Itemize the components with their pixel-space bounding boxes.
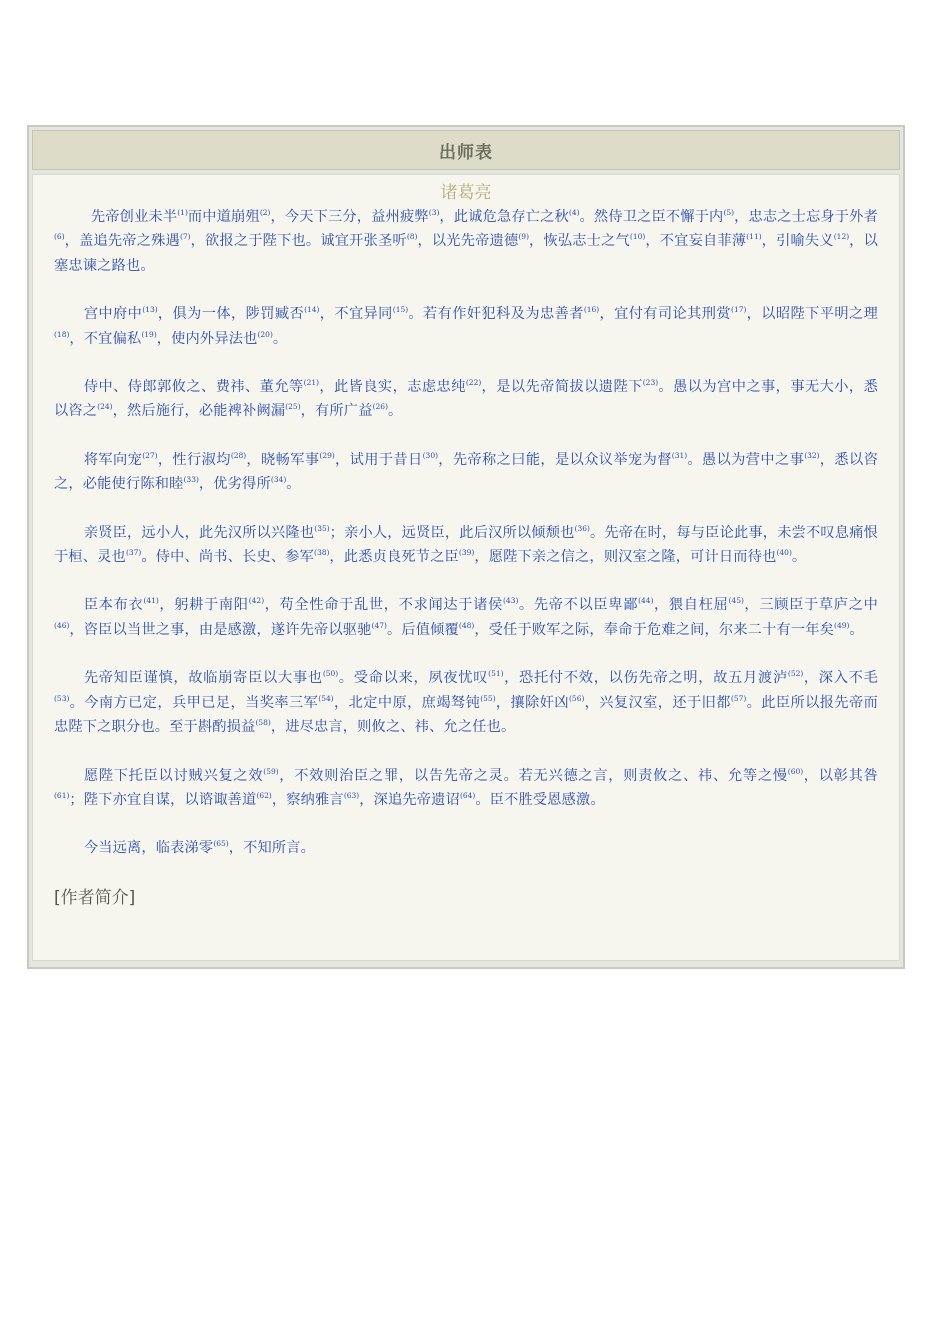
footnote-marker[interactable]: (45) (728, 596, 744, 606)
title-bar (32, 130, 900, 170)
text-segment: ，深追先帝遗诏 (359, 791, 460, 808)
text-segment: 。 (272, 330, 288, 347)
text-segment: ，以彰其咎 (803, 767, 878, 784)
text-segment: ，攘除奸凶 (495, 694, 569, 711)
text-segment: 。然侍卫之臣不懈于内 (579, 209, 724, 225)
text-segment: ，欲报之于陛下也。诚宜开张圣听 (190, 233, 407, 250)
footnote-marker[interactable]: (27) (142, 450, 158, 460)
text-segment: 臣本布衣 (83, 597, 144, 614)
footnote-marker[interactable]: (32) (804, 450, 820, 460)
text-segment: 而中道崩殂 (187, 209, 260, 225)
text-segment: ，此诚危急存亡之秋 (439, 209, 569, 225)
text-segment: ，性行淑均 (157, 451, 231, 468)
footnote-marker[interactable]: (61) (54, 790, 70, 800)
footnote-marker[interactable]: (41) (143, 596, 159, 606)
text-segment: ，盖追先帝之殊遇 (64, 233, 180, 250)
footnote-marker[interactable]: (60) (787, 766, 804, 776)
text-segment: ，不宜异同 (319, 306, 393, 323)
footnote-marker[interactable]: (40) (776, 548, 792, 558)
text-segment: ，进尽忠言，则攸之、祎、允之任也。 (270, 719, 516, 736)
paragraph (54, 448, 878, 497)
text-segment: 将军向宠 (83, 451, 143, 468)
text-segment: 愿陛下托臣以讨贼兴复之效 (83, 767, 264, 784)
footnote-marker[interactable]: (31) (671, 450, 688, 460)
text-segment: ，不效则治臣之罪，以告先帝之灵。若无兴德之言，则责攸之、祎、允等之慢 (278, 767, 788, 784)
text-segment: 。今南方已定，兵甲已足，当奖率三军 (69, 694, 319, 711)
footnote-marker[interactable]: (58) (255, 718, 271, 728)
text-segment: ，悉以咨之，必能使行陈和睦 (54, 451, 878, 493)
footnote-marker[interactable]: (47) (371, 620, 387, 630)
footnote-marker[interactable]: (7) (179, 232, 191, 242)
footnote-marker[interactable]: (56) (569, 693, 585, 703)
paragraph (54, 764, 878, 813)
author-bio-link[interactable]: [作者简介] (54, 887, 136, 908)
text-segment: ，北定中原，庶竭驽钝 (333, 694, 481, 711)
text-segment: 。臣不胜受恩感激。 (475, 791, 605, 808)
article-frame (27, 125, 905, 969)
footnote-marker[interactable]: (4) (568, 208, 580, 217)
text-segment: ，忠志之士忘身于外者 (734, 209, 878, 225)
footnote-marker[interactable]: (38) (314, 548, 330, 558)
footnote-marker[interactable]: (53) (54, 693, 70, 703)
footnote-marker[interactable]: (12) (833, 232, 850, 242)
footnote-marker[interactable]: (14) (304, 305, 320, 315)
footnote-marker[interactable]: (54) (318, 693, 334, 703)
text-segment: ，愿陛下亲之信之，则汉室之隆，可计日而待也 (474, 549, 777, 566)
footnote-marker[interactable]: (29) (319, 450, 335, 460)
footnote-marker[interactable]: (23) (642, 378, 659, 388)
text-segment: ，咨臣以当世之事，由是感激，遂许先帝以驱驰 (69, 621, 372, 638)
text-segment: ，深入不毛 (803, 670, 878, 687)
text-segment: 先帝创业未半 (90, 209, 178, 225)
text-segment: 。愚以为营中之事 (687, 451, 805, 468)
text-segment: 今当远离，临表涕零 (83, 840, 214, 857)
text-segment: 。先帝不以臣卑鄙 (518, 597, 639, 614)
footnote-marker[interactable]: (25) (285, 402, 301, 412)
text-segment: 。受命以来，夙夜忧叹 (338, 670, 489, 687)
footnote-marker[interactable]: (17) (731, 305, 747, 315)
footnote-marker[interactable]: (26) (372, 402, 388, 412)
page-title: 出师表 (439, 142, 493, 163)
text-segment: ，以光先帝遗德 (417, 233, 519, 250)
text-segment: 先帝知臣谨慎，故临崩寄臣以大事也 (83, 670, 323, 687)
text-segment: ，不宜偏私 (69, 330, 142, 347)
footnote-marker[interactable]: (36) (574, 523, 590, 533)
text-segment: ，以塞忠谏之路也。 (54, 233, 878, 274)
footnote-marker[interactable]: (9) (518, 232, 529, 242)
footnote-marker[interactable]: (49) (834, 620, 850, 630)
footnote-marker[interactable]: (18) (54, 329, 70, 339)
text-segment: ，三顾臣于草庐之中 (743, 597, 878, 614)
paragraph (54, 521, 878, 570)
text-segment: ，兴复汉室，还于旧都 (584, 694, 731, 711)
footnote-marker[interactable]: (28) (230, 450, 247, 460)
text-segment: 。后值倾覆 (386, 621, 459, 638)
footnote-marker[interactable]: (30) (422, 450, 439, 460)
author-name: 诸葛亮 (440, 183, 492, 203)
text-segment: 。愚以为宫中之事，事无大小，悉以咨之 (54, 379, 878, 420)
footnote-marker[interactable]: (8) (406, 232, 418, 242)
footnote-marker[interactable]: (6) (54, 232, 65, 242)
paragraph (54, 836, 878, 860)
footnote-marker[interactable]: (50) (322, 669, 339, 679)
text-segment: 。此臣所以报先帝而忠陛下之职分也。至于斟酌损益 (54, 694, 878, 736)
footnote-marker[interactable]: (52) (787, 669, 804, 679)
text-segment: ，恢弘志士之气 (529, 233, 630, 250)
footnote-marker[interactable]: (39) (458, 548, 475, 558)
footnote-marker[interactable]: (19) (141, 329, 157, 339)
paragraph (54, 593, 878, 642)
content-panel (32, 174, 900, 961)
text-segment: ，试用于昔日 (334, 451, 423, 468)
footnote-marker[interactable]: (5) (723, 208, 735, 217)
paragraph (54, 666, 878, 739)
footnote-marker[interactable]: (3) (428, 208, 440, 217)
text-segment: ，以昭陛下平明之理 (746, 306, 878, 323)
text-segment: 。侍中、尚书、长史、参军 (141, 549, 315, 566)
footnote-marker[interactable]: (2) (259, 208, 271, 217)
footnote-marker[interactable]: (59) (263, 766, 279, 776)
footnote-marker[interactable]: (64) (459, 790, 476, 800)
footnote-marker[interactable]: (51) (488, 669, 504, 679)
footnote-marker[interactable]: (57) (730, 693, 747, 703)
text-segment: ，俱为一体，陟罚臧否 (157, 306, 305, 323)
paragraph (54, 205, 878, 278)
footnote-marker[interactable]: (20) (257, 329, 273, 339)
text-segment: ，苟全性命于乱世，不求闻达于诸侯 (264, 597, 503, 614)
footnote-marker[interactable]: (43) (503, 596, 519, 606)
text-segment: ，此悉贞良死节之臣 (329, 549, 459, 566)
text-segment: ，猥自枉屈 (653, 597, 729, 614)
text-segment: ，受任于败军之际，奉命于危难之间，尔来二十有一年矣 (474, 621, 835, 638)
footnote-marker[interactable]: (35) (314, 523, 330, 533)
footnote-marker[interactable]: (13) (142, 305, 158, 315)
text-segment: 。若有作奸犯科及为忠善者 (408, 306, 584, 323)
text-segment: ；陛下亦宜自谋，以谘诹善道 (69, 791, 257, 808)
footnote-marker[interactable]: (65) (213, 839, 229, 849)
footnote-marker[interactable]: (34) (270, 475, 287, 485)
text-segment: 侍中、侍郎郭攸之、费祎、董允等 (83, 379, 304, 396)
footnote-marker[interactable]: (42) (248, 596, 265, 606)
text-segment: ，此皆良实，志虑忠纯 (319, 379, 466, 396)
footnote-marker[interactable]: (21) (303, 378, 320, 388)
footnote-marker[interactable]: (48) (458, 620, 475, 630)
footnote-marker[interactable]: (46) (54, 620, 70, 630)
text-segment: 。 (791, 549, 807, 566)
text-segment: ，不宜妄自菲薄 (645, 233, 747, 250)
text-segment: 。 (849, 621, 864, 638)
text-segment: 。先帝在时，每与臣论此事，未尝不叹息痛恨于桓、灵也 (54, 524, 878, 566)
text-segment: ，使内外异法也 (156, 330, 258, 347)
footnote-marker[interactable]: (63) (343, 790, 360, 800)
paragraph (54, 302, 878, 351)
text-segment: ，不知所言。 (228, 840, 316, 857)
footnote-marker[interactable]: (10) (629, 232, 646, 242)
text-segment: 宫中府中 (83, 306, 143, 323)
footnote-marker[interactable]: (33) (183, 475, 199, 485)
footnote-marker[interactable]: (1) (177, 208, 188, 217)
text-segment: 。 (388, 403, 403, 420)
text-segment: 亲贤臣，远小人，此先汉所以兴隆也 (83, 524, 315, 541)
text-segment: ，晓畅军事 (246, 451, 320, 468)
text-segment: ，躬耕于南阳 (158, 597, 249, 614)
body-text (54, 205, 878, 861)
text-segment: ，先帝称之曰能，是以众议举宠为督 (438, 451, 672, 468)
footnote-marker[interactable]: (37) (125, 548, 142, 558)
text-segment: ，引喻失义 (761, 233, 834, 250)
footnote-marker[interactable]: (16) (583, 305, 600, 315)
text-segment: ，然后施行，必能裨补阙漏 (112, 403, 286, 420)
text-segment: ，察纳雅言 (271, 791, 344, 808)
text-segment: ，优劣得所 (198, 476, 271, 493)
footnote-marker[interactable]: (44) (638, 596, 654, 606)
footnote-marker[interactable]: (11) (746, 232, 762, 242)
text-segment: ，是以先帝简拔以遗陛下 (481, 379, 643, 396)
footnote-marker[interactable]: (62) (256, 790, 272, 800)
footnote-marker[interactable]: (55) (480, 693, 496, 703)
text-segment: ；亲小人，远贤臣，此后汉所以倾颓也 (329, 524, 575, 541)
footnote-marker[interactable]: (24) (97, 402, 113, 412)
text-segment: ，宜付有司论其刑赏 (599, 306, 732, 323)
text-segment: ，今天下三分，益州疲弊 (270, 209, 429, 225)
text-segment: ，有所广益 (300, 403, 373, 420)
paragraph (54, 375, 878, 424)
footnote-marker[interactable]: (22) (465, 378, 482, 388)
text-segment: 。 (286, 476, 301, 493)
text-segment: ，恐托付不效，以伤先帝之明，故五月渡泸 (503, 670, 788, 687)
footnote-marker[interactable]: (15) (392, 305, 409, 315)
